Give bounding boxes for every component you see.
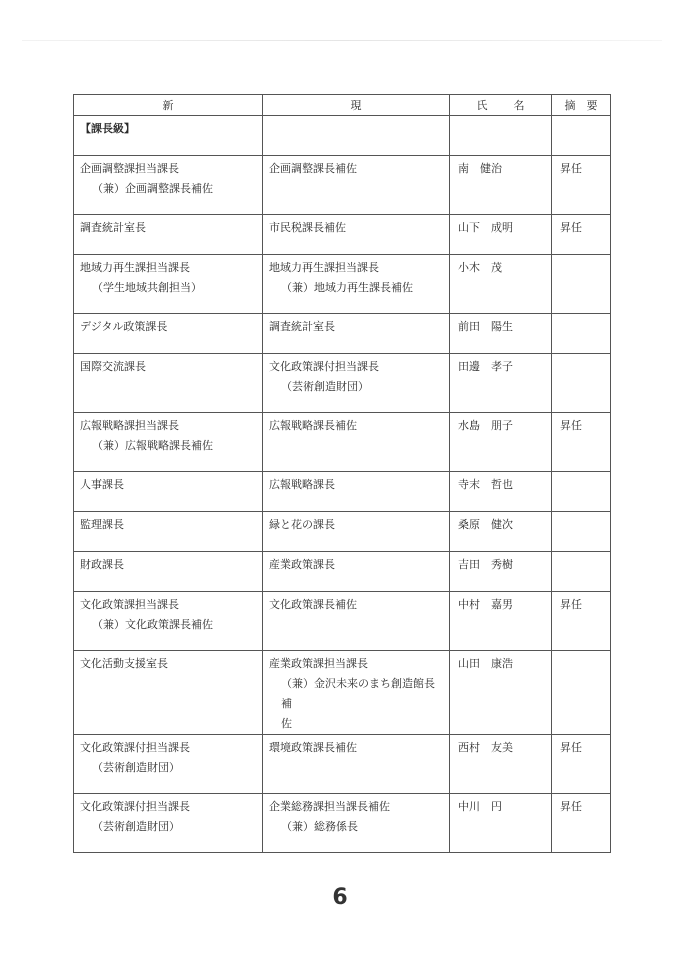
- note-cell-text: [552, 512, 610, 515]
- note-cell-text: 昇任: [560, 221, 582, 234]
- person-name-cell: [450, 794, 552, 853]
- current-position-cell: [263, 472, 450, 512]
- table-row: [74, 552, 611, 592]
- person-name-cell-text: 吉田 秀樹: [458, 558, 513, 571]
- current-position-cell-line: 環境政策課長補佐: [269, 741, 357, 754]
- note-cell: [552, 735, 611, 794]
- current-position-cell-line: 企画調整課長補佐: [269, 162, 357, 175]
- current-position-cell-line: 広報戦略課長補佐: [269, 419, 357, 432]
- new-position-cell-line: 調査統計室長: [80, 221, 146, 234]
- current-position-cell-line: 緑と花の課長: [269, 518, 335, 531]
- person-name-cell: [450, 255, 552, 314]
- current-position-cell: [263, 354, 450, 413]
- personnel-table: [73, 94, 611, 853]
- note-cell-text: [552, 651, 610, 654]
- new-position-cell: [74, 552, 263, 592]
- new-position-cell-line: 文化政策課担当課長: [80, 598, 179, 611]
- current-position-cell: [263, 156, 450, 215]
- person-name-cell-text: 寺末 哲也: [458, 478, 513, 491]
- note-cell: [552, 413, 611, 472]
- person-name-cell-text: 桑原 健次: [458, 518, 513, 531]
- note-cell-text: [552, 354, 610, 357]
- person-name-cell-text: 田邊 孝子: [458, 360, 513, 373]
- note-cell-text: 昇任: [560, 800, 582, 813]
- person-name-cell-text: 前田 陽生: [458, 320, 513, 333]
- table-row: [74, 592, 611, 651]
- person-name-cell: [450, 651, 552, 735]
- current-position-cell-line: （兼）地域力再生課長補佐: [281, 281, 413, 294]
- new-position-cell-line: （学生地域共創担当）: [92, 281, 202, 294]
- table-row: [74, 794, 611, 853]
- person-name-cell: [450, 512, 552, 552]
- new-position-cell-line: 地域力再生課担当課長: [80, 261, 190, 274]
- person-name-cell: [450, 156, 552, 215]
- note-cell-text: [552, 552, 610, 555]
- new-position-cell: [74, 794, 263, 853]
- header-name: [450, 95, 552, 116]
- current-position-cell-line: 文化政策課付担当課長: [269, 360, 379, 373]
- person-name-cell: [450, 215, 552, 255]
- note-cell: [552, 512, 611, 552]
- person-name-cell-text: 中村 嘉男: [458, 598, 513, 611]
- new-position-cell: [74, 472, 263, 512]
- person-name-cell-text: 南 健治: [458, 162, 502, 175]
- current-position-cell-line: 文化政策課長補佐: [269, 598, 357, 611]
- current-position-cell: [263, 552, 450, 592]
- new-position-cell-line: 企画調整課担当課長: [80, 162, 179, 175]
- header-new: 新: [74, 95, 263, 116]
- note-cell-text: 昇任: [560, 741, 582, 754]
- table-row: [74, 314, 611, 354]
- table-row: [74, 156, 611, 215]
- new-position-cell-line: デジタル政策課長: [80, 320, 168, 333]
- page-number: 6: [332, 885, 348, 910]
- new-position-cell-line: （兼）企画調整課長補佐: [92, 182, 213, 195]
- person-name-cell-text: 西村 友美: [458, 741, 513, 754]
- person-name-cell-text: 山田 康浩: [458, 657, 513, 670]
- table-row: [74, 651, 611, 735]
- person-name-cell-text: 水島 朋子: [458, 419, 513, 432]
- person-name-cell-text: 山下 成明: [458, 221, 513, 234]
- new-position-cell-line: 文化政策課付担当課長: [80, 800, 190, 813]
- current-position-cell: [263, 651, 450, 735]
- note-cell: [552, 592, 611, 651]
- table-row: [74, 255, 611, 314]
- person-name-cell: [450, 472, 552, 512]
- current-position-cell-line: （兼）総務係長: [281, 820, 358, 833]
- current-position-cell: [263, 215, 450, 255]
- current-position-cell: [263, 735, 450, 794]
- header-current: 現: [263, 95, 450, 116]
- header-name-1: 氏: [476, 99, 488, 112]
- person-name-cell-text: 小木 茂: [458, 261, 502, 274]
- new-position-cell-line: （芸術創造財団）: [92, 820, 180, 833]
- section-label: 【課長級】: [80, 122, 135, 135]
- new-position-cell-line: 人事課長: [80, 478, 124, 491]
- person-name-cell: [450, 354, 552, 413]
- new-position-cell: [74, 215, 263, 255]
- note-cell: [552, 255, 611, 314]
- new-position-cell-line: 広報戦略課担当課長: [80, 419, 179, 432]
- current-position-cell-line: 企業総務課担当課長補佐: [269, 800, 390, 813]
- table-row: [74, 413, 611, 472]
- note-cell-text: [552, 472, 610, 475]
- person-name-cell: [450, 592, 552, 651]
- current-position-cell: [263, 255, 450, 314]
- table-row: [74, 472, 611, 512]
- header-note: 摘 要: [552, 95, 611, 116]
- new-position-cell-line: 文化活動支援室長: [80, 657, 168, 670]
- current-position-cell-line: 産業政策課担当課長: [269, 657, 368, 670]
- current-position-cell: [263, 794, 450, 853]
- current-position-cell-line: 市民税課長補佐: [269, 221, 346, 234]
- note-cell: [552, 552, 611, 592]
- note-cell: [552, 215, 611, 255]
- section-cell: [74, 116, 263, 156]
- person-name-cell: [450, 314, 552, 354]
- person-name-cell: [450, 552, 552, 592]
- new-position-cell: [74, 512, 263, 552]
- person-name-cell-text: 中川 円: [458, 800, 502, 813]
- person-name-cell: [450, 735, 552, 794]
- new-position-cell-line: 監理課長: [80, 518, 124, 531]
- current-position-cell-line: 産業政策課長: [269, 558, 335, 571]
- table-row: [74, 512, 611, 552]
- section-row: [74, 116, 611, 156]
- note-cell: [552, 651, 611, 735]
- note-cell-text: [552, 314, 610, 317]
- header-name-2: 名: [513, 99, 525, 112]
- new-position-cell-line: （兼）広報戦略課長補佐: [92, 439, 213, 452]
- new-position-cell: [74, 314, 263, 354]
- new-position-cell: [74, 354, 263, 413]
- table-row: [74, 215, 611, 255]
- new-position-cell-line: （兼）文化政策課長補佐: [92, 618, 213, 631]
- table-row: [74, 354, 611, 413]
- new-position-cell: [74, 735, 263, 794]
- note-cell: [552, 314, 611, 354]
- new-position-cell-line: 財政課長: [80, 558, 124, 571]
- current-position-cell-line: 佐: [281, 717, 292, 730]
- new-position-cell-line: 文化政策課付担当課長: [80, 741, 190, 754]
- note-cell-text: 昇任: [560, 162, 582, 175]
- note-cell-text: 昇任: [560, 598, 582, 611]
- table-header-row: [74, 95, 611, 116]
- scan-artifact-line: [22, 40, 662, 41]
- new-position-cell: [74, 413, 263, 472]
- note-cell-text: [552, 255, 610, 258]
- note-cell: [552, 472, 611, 512]
- note-cell-text: 昇任: [560, 419, 582, 432]
- new-position-cell: [74, 651, 263, 735]
- new-position-cell: [74, 255, 263, 314]
- current-position-cell-line: 調査統計室長: [269, 320, 335, 333]
- current-position-cell: [263, 413, 450, 472]
- new-position-cell-line: （芸術創造財団）: [92, 761, 180, 774]
- current-position-cell-line: （芸術創造財団）: [281, 380, 369, 393]
- current-position-cell: [263, 592, 450, 651]
- note-cell: [552, 156, 611, 215]
- new-position-cell: [74, 156, 263, 215]
- current-position-cell-line: 広報戦略課長: [269, 478, 335, 491]
- current-position-cell-line: （兼）金沢未来のまち創造館長補: [281, 677, 435, 710]
- new-position-cell-line: 国際交流課長: [80, 360, 146, 373]
- current-position-cell: [263, 314, 450, 354]
- table-row: [74, 735, 611, 794]
- person-name-cell: [450, 413, 552, 472]
- current-position-cell: [263, 512, 450, 552]
- note-cell: [552, 354, 611, 413]
- current-position-cell-line: 地域力再生課担当課長: [269, 261, 379, 274]
- note-cell: [552, 794, 611, 853]
- new-position-cell: [74, 592, 263, 651]
